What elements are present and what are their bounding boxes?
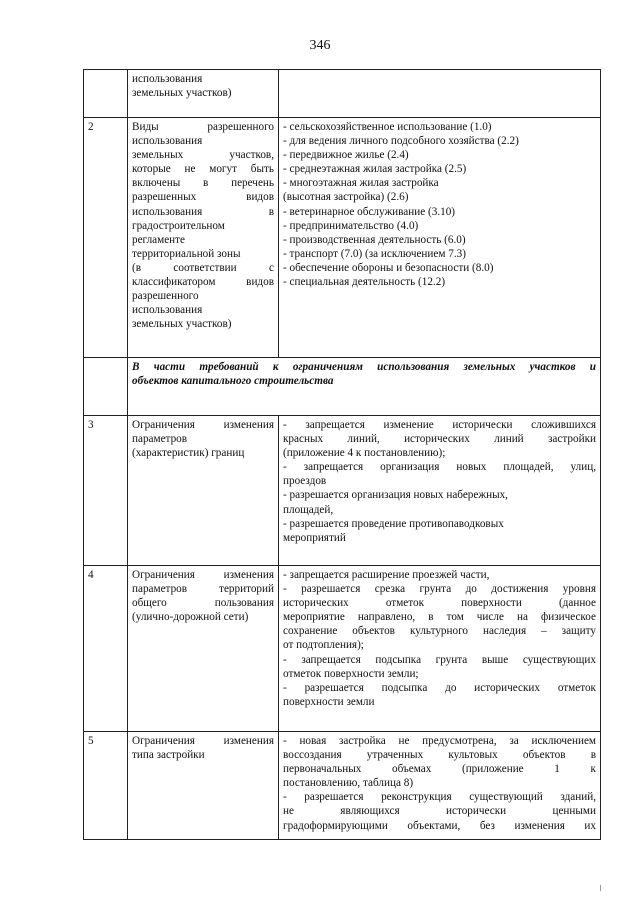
row-name-cell [128, 566, 279, 732]
name-line: использования [132, 304, 203, 317]
content-line: - запрещается подсыпка грунта выше существующих [283, 653, 596, 666]
content-line: градоформирующими объектами, без изменения их [283, 819, 596, 832]
name-line: земельных участков) [132, 87, 232, 100]
row-name-cell [128, 416, 279, 566]
name-line: которые не могут быть [132, 163, 274, 176]
name-line: параметров территорий [132, 583, 274, 596]
row-name-cell [128, 70, 279, 118]
row-number-cell: 5 [84, 732, 128, 840]
list-item: - ветеринарное обслуживание (3.10) [283, 205, 456, 218]
table-row-section [84, 358, 601, 416]
row-number-cell: 2 [84, 118, 128, 358]
list-item: - для ведения личного подсобного хозяйства (2.2) [283, 135, 519, 148]
section-heading-line: объектов капитального строительства [132, 375, 334, 388]
list-item: - сельскохозяйственное использование (1.0) [283, 121, 492, 133]
list-item: (высотная застройка) (2.6) [283, 191, 409, 204]
content-line: площадей, [283, 503, 334, 516]
content-line: - новая застройка не предусмотрена, за исключением [283, 735, 596, 747]
regulation-table [83, 69, 601, 840]
content-line: исторических отметок поверхности (данное [283, 597, 596, 610]
content-line: (приложение 4 к постановлению); [283, 447, 446, 460]
content-line: - разрешается организация новых набережных, [283, 489, 508, 502]
name-line: территориальной зоны [132, 247, 241, 260]
content-line: - запрещается расширение проезжей части, [283, 569, 490, 581]
content-line: - запрещается изменение исторически сложившихся [283, 419, 596, 431]
content-line: первоначальных объемах (приложение 1 к [283, 763, 596, 776]
row-number-cell [84, 358, 128, 416]
scan-edge-mark [600, 885, 601, 891]
row-number-cell [84, 70, 128, 118]
name-line: типа застройки [132, 749, 205, 762]
list-item: - многоэтажная жилая застройка [283, 177, 439, 190]
name-line: использования [132, 135, 203, 148]
content-line: - разрешается срезка грунта до достижения уровня [283, 583, 596, 596]
name-line: использования [132, 73, 203, 85]
row-content-cell [279, 566, 601, 732]
name-line: классификатором видов [132, 276, 274, 289]
page-number: 346 [309, 38, 331, 53]
name-line: общего пользования [132, 597, 274, 610]
list-item: - транспорт (7.0) (за исключением 7.3) [283, 247, 466, 260]
section-heading-line: В части требований к ограничениям использования земельных участков и [132, 361, 596, 373]
table-row-5 [84, 732, 601, 840]
name-line: Ограничения изменения [132, 419, 274, 431]
row-number-cell: 4 [84, 566, 128, 732]
row-content-cell [279, 118, 601, 358]
row-content-cell [279, 732, 601, 840]
list-item: - обеспечение обороны и безопасности (8.0) [283, 261, 494, 274]
content-line: сохранение объектов культурного наследия – защиту [283, 625, 596, 638]
name-line: разрешенных видов [132, 191, 274, 204]
table-row-2 [84, 118, 601, 358]
list-item: - специальная деятельность (12.2) [283, 276, 446, 289]
row-content-cell [279, 416, 601, 566]
content-line: не являющихся исторически ценными [283, 805, 596, 818]
name-line: (улично-дорожной сети) [132, 611, 249, 624]
list-item: - предпринимательство (4.0) [283, 219, 419, 232]
name-line: использования в [132, 205, 274, 218]
section-heading [128, 358, 601, 416]
content-line: поверхности земли [283, 695, 375, 708]
name-line: параметров [132, 433, 188, 446]
name-line: Виды разрешенного [132, 121, 274, 133]
name-line: земельных участков) [132, 318, 232, 331]
content-line: - разрешается реконструкция существующий зданий, [283, 791, 596, 804]
content-line: - разрешается проведение противопаводковых [283, 517, 504, 530]
table-row-3 [84, 416, 601, 566]
content-line: от подтопления); [283, 639, 364, 652]
row-content-cell [279, 70, 601, 118]
name-line: земельных участков, [132, 149, 274, 162]
content-line: отметок поверхности земли; [283, 667, 419, 680]
name-line: градостроительном [132, 219, 225, 232]
content-line: постановлению, таблица 8) [283, 777, 414, 790]
row-name-cell [128, 732, 279, 840]
content-line: мероприятие направлено, в том числе на физическое [283, 611, 596, 624]
name-line: регламенте [132, 233, 186, 246]
content-line: мероприятий [283, 531, 346, 544]
content-line: - запрещается организация новых площадей, улиц, [283, 461, 596, 474]
content-line: проездов [283, 475, 327, 488]
content-line: красных линий, исторических линий застройки [283, 433, 596, 446]
table-row-4 [84, 566, 601, 732]
content-line: - разрешается подсыпка до исторических отметок [283, 681, 596, 694]
name-line: разрешенного [132, 290, 199, 303]
list-item: - передвижное жилье (2.4) [283, 149, 409, 162]
name-line: (в соответствии с [132, 261, 274, 274]
row-name-cell [128, 118, 279, 358]
name-line: Ограничения изменения [132, 735, 274, 747]
name-line: Ограничения изменения [132, 569, 274, 581]
row-number-cell: 3 [84, 416, 128, 566]
list-item: - производственная деятельность (6.0) [283, 233, 466, 246]
list-item: - среднеэтажная жилая застройка (2.5) [283, 163, 467, 176]
content-line: воссоздания утраченных культовых объектов в [283, 749, 596, 762]
name-line: включены в перечень [132, 177, 274, 190]
name-line: (характеристик) границ [132, 447, 245, 460]
table-row-continuation [84, 70, 601, 118]
